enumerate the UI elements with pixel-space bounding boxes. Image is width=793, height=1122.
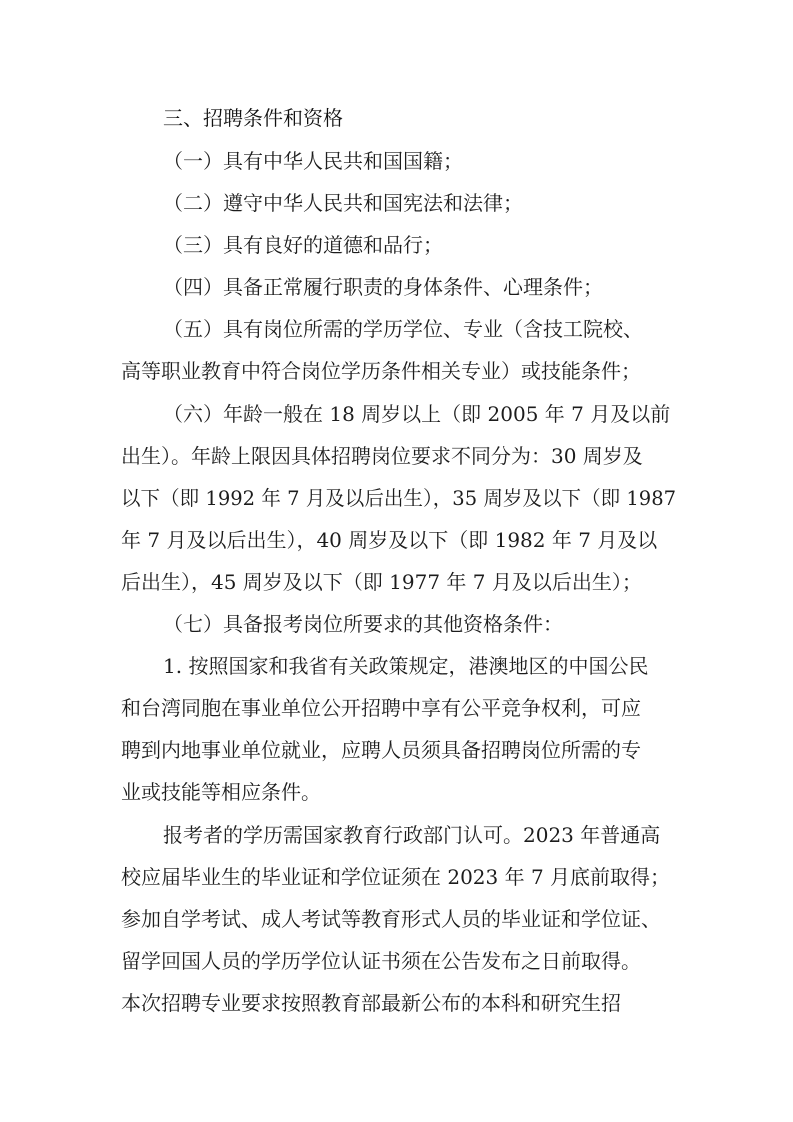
- line-text: 1. 按照国家和我省有关政策规定，港澳地区的中国公民: [163, 654, 649, 678]
- text-line: [0, 820, 793, 850]
- text-line: [0, 441, 793, 471]
- line-text: 出生）。年龄上限因具体招聘岗位要求不同分为：30 周岁及: [121, 444, 643, 468]
- line-text: 以下（即 1992 年 7 月及以后出生），35 周岁及以下（即 1987: [121, 486, 677, 510]
- text-line: [0, 777, 793, 807]
- text-line: [0, 272, 793, 302]
- text-line: [0, 609, 793, 639]
- text-line: [0, 862, 793, 892]
- line-text: （七）具备报考岗位所要求的其他资格条件：: [163, 612, 563, 636]
- line-text: （三）具有良好的道德和品行；: [163, 233, 443, 257]
- text-line: [0, 525, 793, 555]
- text-line: [0, 356, 793, 386]
- text-line: [0, 904, 793, 934]
- text-line: [0, 567, 793, 597]
- line-text: 报考者的学历需国家教育行政部门认可。2023 年普通高: [163, 823, 661, 847]
- line-text: 聘到内地事业单位就业，应聘人员须具备招聘岗位所需的专: [121, 738, 641, 762]
- line-text: 高等职业教育中符合岗位学历条件相关专业）或技能条件；: [121, 359, 641, 383]
- text-line: [0, 735, 793, 765]
- line-text: （六）年龄一般在 18 周岁以上（即 2005 年 7 月及以前: [163, 402, 671, 426]
- section-heading: [0, 103, 793, 133]
- line-text: 参加自学考试、成人考试等教育形式人员的毕业证和学位证、: [121, 907, 661, 931]
- text-line: [0, 988, 793, 1018]
- line-text: 本次招聘专业要求按照教育部最新公布的本科和研究生招: [121, 991, 621, 1015]
- text-line: [0, 693, 793, 723]
- line-text: 和台湾同胞在事业单位公开招聘中享有公平竞争权利，可应: [121, 696, 641, 720]
- text-line: [0, 188, 793, 218]
- text-line: [0, 230, 793, 260]
- text-line: [0, 483, 793, 513]
- text-line: [0, 146, 793, 176]
- line-text: （五）具有岗位所需的学历学位、专业（含技工院校、: [163, 317, 643, 341]
- line-text: 年 7 月及以后出生），40 周岁及以下（即 1982 年 7 月及以: [121, 528, 658, 552]
- line-text: 留学回国人员的学历学位认证书须在公告发布之日前取得。: [121, 949, 641, 973]
- line-text: 校应届毕业生的毕业证和学位证须在 2023 年 7 月底前取得；: [121, 865, 671, 889]
- line-text: 后出生），45 周岁及以下（即 1977 年 7 月及以后出生）；: [121, 570, 642, 594]
- line-text: （二）遵守中华人民共和国宪法和法律；: [163, 191, 523, 215]
- heading-text: 三、招聘条件和资格: [163, 106, 343, 130]
- line-text: 业或技能等相应条件。: [121, 780, 321, 804]
- text-line: [0, 314, 793, 344]
- line-text: （四）具备正常履行职责的身体条件、心理条件；: [163, 275, 603, 299]
- text-line: [0, 946, 793, 976]
- text-line: [0, 651, 793, 681]
- line-text: （一）具有中华人民共和国国籍；: [163, 149, 463, 173]
- text-line: [0, 399, 793, 429]
